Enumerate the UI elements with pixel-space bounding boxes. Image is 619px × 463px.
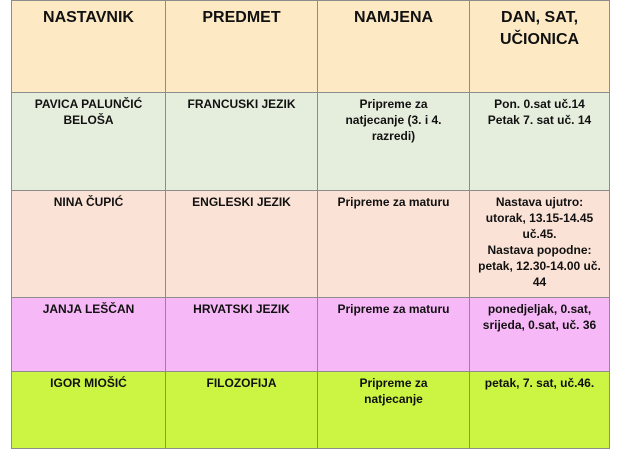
teacher-cell: JANJA LEŠČAN [12,298,166,372]
schedule-table [11,0,610,449]
purpose-cell: Pripreme za natjecanje (3. i 4. razredi) [318,93,470,191]
schedule-cell: Nastava ujutro: utorak, 13.15-14.45 uč.45. Nastava popodne: petak, 12.30-14.00 uč. 44 [470,191,610,298]
table-row [12,298,610,372]
teacher-cell: IGOR MIOŠIĆ [12,372,166,449]
subject-cell: FRANCUSKI JEZIK [166,93,318,191]
header-cell-termin: DAN, SAT, UČIONICA [470,1,610,93]
schedule-cell: Pon. 0.sat uč.14 Petak 7. sat uč. 14 [470,93,610,191]
schedule-cell: petak, 7. sat, uč.46. [470,372,610,449]
teacher-cell: PAVICA PALUNČIĆ BELOŠA [12,93,166,191]
purpose-cell: Pripreme za maturu [318,191,470,298]
table-row [12,93,610,191]
table-row [12,191,610,298]
header-cell-namjena: NAMJENA [318,1,470,93]
header-cell-predmet: PREDMET [166,1,318,93]
header-cell-nastavnik: NASTAVNIK [12,1,166,93]
schedule-cell: ponedjeljak, 0.sat, srijeda, 0.sat, uč. 36 [470,298,610,372]
purpose-cell: Pripreme za maturu [318,298,470,372]
header-row [12,1,610,93]
subject-cell: FILOZOFIJA [166,372,318,449]
purpose-cell: Pripreme za natjecanje [318,372,470,449]
teacher-cell: NINA ČUPIĆ [12,191,166,298]
table-row [12,372,610,449]
subject-cell: HRVATSKI JEZIK [166,298,318,372]
subject-cell: ENGLESKI JEZIK [166,191,318,298]
